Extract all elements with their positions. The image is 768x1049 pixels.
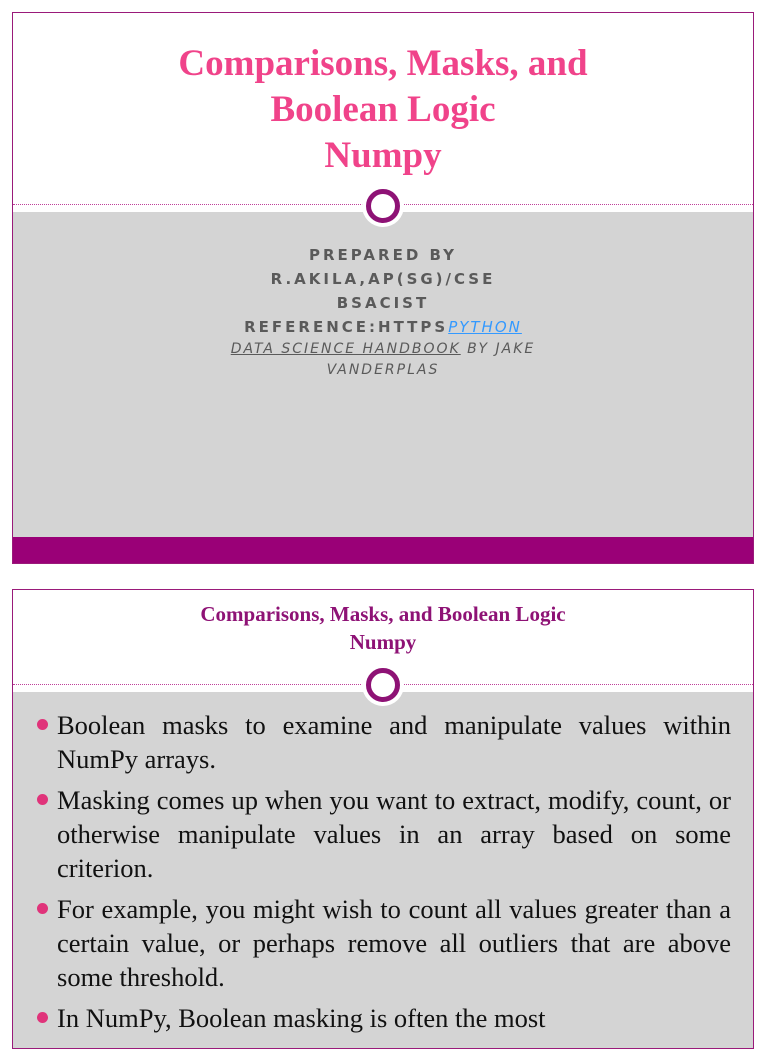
prepared-by-label: PREPARED BY	[309, 246, 457, 264]
reference-line	[13, 315, 753, 339]
slide2-title-line-1: Comparisons, Masks, and Boolean Logic	[200, 602, 566, 626]
institution-name: BSACIST	[336, 294, 430, 312]
reference-prefix: REFERENCE:HTTPS	[244, 318, 449, 336]
list-item	[37, 1001, 731, 1035]
reference-book-line	[13, 339, 753, 360]
author-name: R.AKILA,AP(SG)/CSE	[270, 270, 496, 288]
bullet-dot-icon	[37, 903, 48, 914]
bullet-dot-icon	[37, 794, 48, 805]
content-slide	[12, 589, 754, 1049]
bottom-accent-bar	[13, 537, 753, 563]
bullet-text: In NumPy, Boolean masking is often the most	[57, 1003, 546, 1033]
slide2-title-line-2: Numpy	[349, 630, 417, 654]
subtitle-block	[13, 243, 753, 381]
reference-suffix: BY JAKE	[460, 341, 536, 357]
bullet-text: Boolean masks to examine and manipulate values within NumPy arrays.	[57, 710, 731, 774]
ring-ornament-icon	[366, 189, 400, 223]
slide-title	[13, 41, 753, 179]
list-item	[37, 708, 731, 776]
list-item	[37, 892, 731, 994]
title-slide	[12, 12, 754, 564]
bullet-dot-icon	[37, 719, 48, 730]
bullet-dot-icon	[37, 1012, 48, 1023]
bullet-list	[37, 708, 731, 1042]
bullet-text: For example, you might wish to count all values greater than a certain value, or perhaps remove all outliers that are above some threshold.	[57, 894, 731, 992]
ring-ornament-icon	[366, 668, 400, 702]
bullet-text: Masking comes up when you want to extract, modify, count, or otherwise manipulate values in an array based on some criterion.	[57, 785, 731, 883]
reference-author-last: VANDERPLAS	[326, 362, 440, 378]
list-item	[37, 783, 731, 885]
reference-link[interactable]: PYTHON	[448, 318, 522, 336]
slide-title-line-3: Numpy	[324, 135, 442, 176]
slide-title-line-1: Comparisons, Masks, and	[178, 43, 588, 84]
slide2-title	[13, 600, 753, 656]
slide-title-line-2: Boolean Logic	[270, 89, 496, 130]
reference-book-title[interactable]: DATA SCIENCE HANDBOOK	[230, 341, 461, 357]
